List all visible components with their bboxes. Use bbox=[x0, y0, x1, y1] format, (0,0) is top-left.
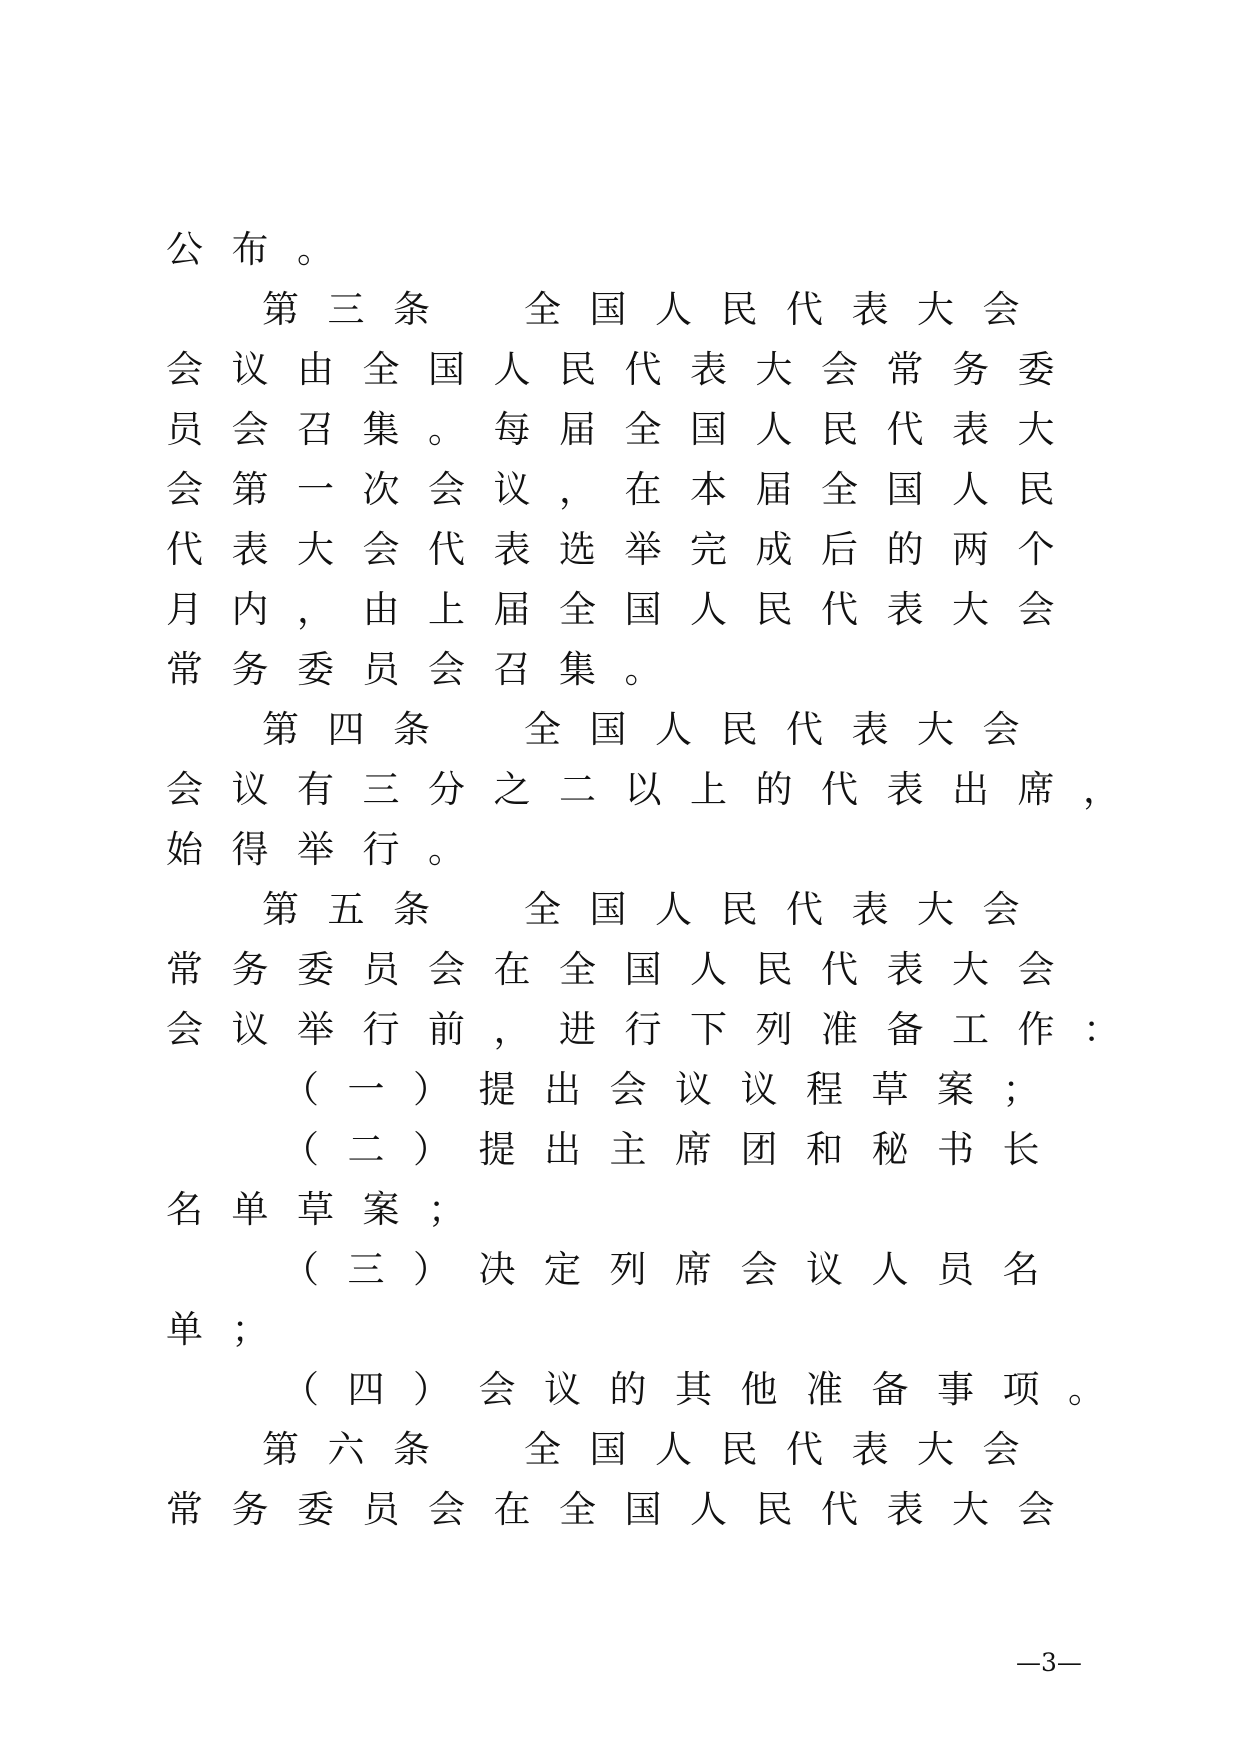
list-item-line: （二）提出主席团和秘书长 bbox=[282, 1128, 1068, 1171]
text-line: 常务委员会在全国人民代表大会 bbox=[166, 1488, 1083, 1531]
text-line: 月内，由上届全国人民代表大会 bbox=[166, 588, 1083, 631]
list-item-line: （一）提出会议议程草案； bbox=[282, 1068, 1068, 1111]
text-line: 会议举行前，进行下列准备工作： bbox=[166, 1008, 1149, 1051]
text-line: 名单草案； bbox=[166, 1188, 494, 1231]
page-number: —3— bbox=[1016, 1648, 1082, 1677]
text-line: 会议有三分之二以上的代表出席， bbox=[166, 768, 1149, 811]
text-line: 会第一次会议，在本届全国人民 bbox=[166, 468, 1083, 511]
article-heading-line: 第六条 全国人民代表大会 bbox=[262, 1428, 1048, 1471]
list-item-line: （四）会议的其他准备事项。 bbox=[282, 1368, 1134, 1411]
text-line: 会议由全国人民代表大会常务委 bbox=[166, 348, 1083, 391]
text-line: 公布。 bbox=[166, 228, 363, 271]
article-heading-line: 第三条 全国人民代表大会 bbox=[262, 288, 1048, 331]
list-item-line: （三）决定列席会议人员名 bbox=[282, 1248, 1068, 1291]
text-line: 始得举行。 bbox=[166, 828, 494, 871]
text-line: 员会召集。每届全国人民代表大 bbox=[166, 408, 1083, 451]
text-line: 常务委员会召集。 bbox=[166, 648, 690, 691]
text-line: 单； bbox=[166, 1308, 297, 1351]
article-heading-line: 第四条 全国人民代表大会 bbox=[262, 708, 1048, 751]
text-line: 常务委员会在全国人民代表大会 bbox=[166, 948, 1083, 991]
text-line: 代表大会代表选举完成后的两个 bbox=[166, 528, 1083, 571]
article-heading-line: 第五条 全国人民代表大会 bbox=[262, 888, 1048, 931]
